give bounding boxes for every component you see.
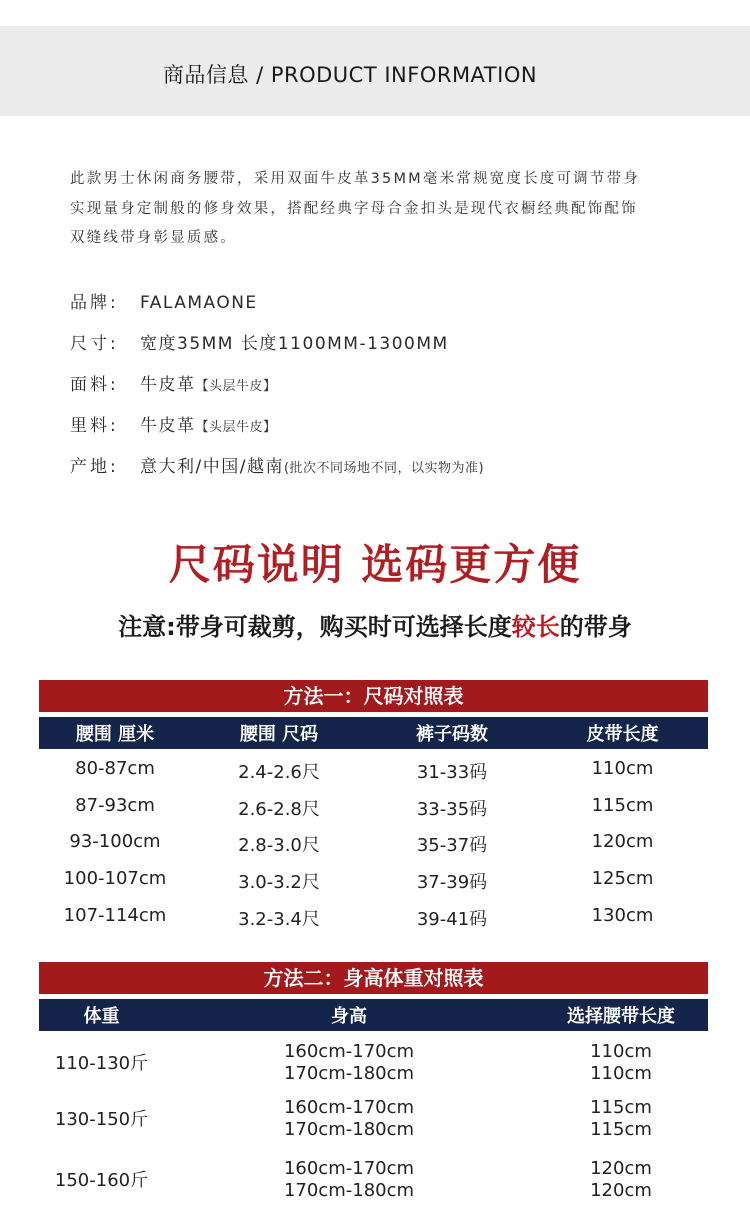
spec-value: 宽度35MM 长度1100MM-1300MM (140, 334, 449, 354)
column-header: 腰围 厘米 (75, 724, 155, 745)
method2-header-row (39, 999, 708, 1031)
column-header: 腰围 尺码 (239, 724, 319, 745)
height-range: 170cm-180cm (283, 1180, 415, 1201)
belt-length-cell: 130cm (591, 905, 654, 926)
spec-label: 面料: (70, 375, 119, 395)
waist-chi-cell: 2.6-2.8尺 (238, 799, 320, 820)
height-cell (164, 1158, 534, 1202)
height-range: 170cm-180cm (283, 1119, 415, 1140)
column-header: 裤子码数 (416, 724, 488, 745)
belt-length-cell (534, 1041, 708, 1085)
belt-length: 115cm (590, 1097, 652, 1118)
waist-cm-cell: 93-100cm (69, 831, 161, 852)
belt-length: 110cm (590, 1041, 652, 1062)
table-row (39, 1039, 708, 1089)
notice-text: 注意:带身可裁剪，购买时可选择长度 (118, 613, 512, 641)
waist-chi-cell: 2.4-2.6尺 (238, 762, 320, 783)
column-header: 体重 (83, 1006, 120, 1027)
belt-length: 120cm (590, 1158, 652, 1179)
spec-label: 产地: (70, 457, 119, 477)
spec-list (70, 286, 710, 491)
spec-label: 里料: (70, 416, 119, 436)
pants-size-cell: 35-37码 (416, 835, 488, 856)
belt-length: 110cm (590, 1063, 652, 1084)
belt-length: 120cm (590, 1180, 652, 1201)
method2-title-bar: 方法二：身高体重对照表 (39, 962, 708, 994)
notice-highlight: 较长 (511, 613, 560, 641)
waist-cm-cell: 80-87cm (75, 758, 155, 779)
waist-cm-cell: 100-107cm (63, 868, 167, 889)
spec-value: 牛皮革 (140, 416, 196, 436)
table-row (39, 831, 708, 857)
notice-text-end: 的带身 (559, 613, 632, 641)
height-cell (164, 1097, 534, 1141)
column-header: 选择腰带长度 (567, 1006, 675, 1027)
spec-origin (70, 450, 710, 491)
table-row (39, 868, 708, 894)
pants-size-cell: 39-41码 (416, 909, 488, 930)
height-range: 170cm-180cm (283, 1063, 415, 1084)
spec-lining (70, 409, 710, 450)
height-range: 160cm-170cm (283, 1041, 415, 1062)
waist-chi-cell: 3.2-3.4尺 (238, 909, 320, 930)
weight-cell: 110-130斤 (54, 1053, 149, 1074)
belt-length-cell: 125cm (591, 868, 654, 889)
spec-brand (70, 286, 710, 327)
height-range: 160cm-170cm (283, 1097, 415, 1118)
belt-length: 115cm (590, 1119, 652, 1140)
spec-label: 品牌: (70, 293, 119, 313)
method1-title-bar: 方法一：尺码对照表 (39, 680, 708, 712)
column-header: 皮带长度 (586, 724, 659, 745)
waist-chi-cell: 3.0-3.2尺 (238, 872, 320, 893)
pants-size-cell: 33-35码 (416, 799, 488, 820)
column-header: 身高 (331, 1006, 367, 1027)
table-row (39, 758, 708, 784)
table-row (39, 905, 708, 931)
size-guide-title: 尺码说明 选码更方便 (168, 540, 582, 589)
belt-length-cell (534, 1097, 708, 1141)
table-row (39, 1095, 708, 1145)
belt-length-cell: 115cm (591, 795, 654, 816)
belt-length-cell: 110cm (591, 758, 654, 779)
waist-cm-cell: 107-114cm (63, 905, 167, 926)
length-notice (0, 607, 750, 642)
section-title-product-information: 商品信息 / PRODUCT INFORMATION (162, 63, 538, 87)
waist-cm-cell: 87-93cm (75, 795, 155, 816)
spec-size (70, 327, 710, 368)
spec-value: 意大利/中国/越南 (140, 457, 284, 477)
spec-material (70, 368, 710, 409)
height-range: 160cm-170cm (283, 1158, 415, 1179)
belt-length-cell (534, 1158, 708, 1202)
description-line: 此款男士休闲商务腰带，采用双面牛皮革35MM毫米常规宽度长度可调节带身 (70, 171, 640, 187)
description-line: 实现量身定制般的修身效果，搭配经典字母合金扣头是现代衣橱经典配饰配饰 (70, 200, 638, 217)
spec-label: 尺寸: (70, 334, 119, 354)
description-line: 双缝线带身彰显质感。 (70, 230, 237, 246)
spec-value: 牛皮革 (140, 375, 196, 395)
waist-chi-cell: 2.8-3.0尺 (238, 835, 320, 856)
spec-note: 【头层牛皮】 (195, 420, 277, 435)
weight-cell: 150-160斤 (54, 1170, 149, 1191)
table-row (39, 795, 708, 821)
pants-size-cell: 37-39码 (416, 872, 488, 893)
height-cell (164, 1041, 534, 1085)
spec-value: FALAMAONE (140, 293, 258, 313)
spec-note: (批次不同场地不同，以实物为准) (283, 461, 485, 476)
belt-length-cell: 120cm (591, 831, 654, 852)
product-description (70, 165, 690, 254)
weight-cell: 130-150斤 (54, 1109, 149, 1130)
method1-header-row (39, 717, 708, 749)
pants-size-cell: 31-33码 (416, 762, 488, 783)
spec-note: 【头层牛皮】 (195, 379, 277, 394)
table-row (39, 1156, 708, 1206)
